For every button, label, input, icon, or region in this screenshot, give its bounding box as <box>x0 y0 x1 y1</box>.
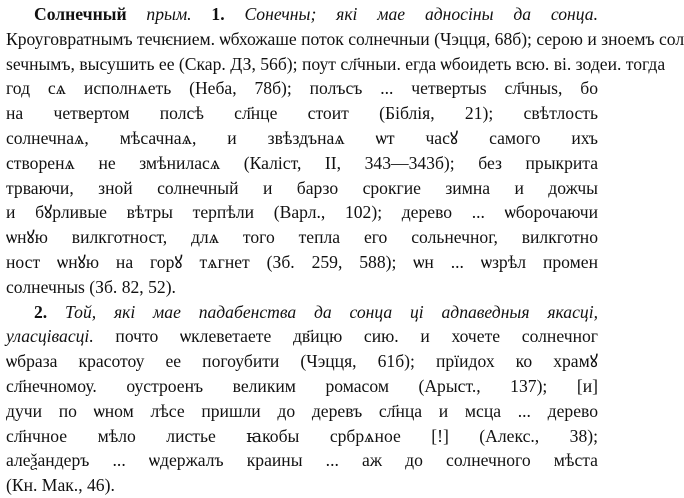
entry-text: ѡнꙋю вилкготност, длѧ того тепла его сольнечног, вилкготно <box>6 227 598 248</box>
entry-text: ѡбхожаше поток солнечныи (Чэцця, 68б); серою и зноемъ сол <box>215 28 684 49</box>
entry-line <box>6 349 598 374</box>
entry-text: год сѧ исполнѧеть (Неба, 78б); полъсъ ... четверты <box>6 78 480 99</box>
entry-line <box>6 424 598 449</box>
entry-text: солнечны <box>6 276 79 297</box>
entry-line <box>6 250 598 275</box>
entry-text: (Зб. 82, 52). <box>84 276 176 297</box>
entry-text: Кроуговратнымъ течѥнием <box>6 28 211 49</box>
entry-text: сл҃нечномоу. оустроенъ великим ромасом (Арыст., 137); [и] <box>6 375 598 396</box>
entry-line <box>6 300 598 325</box>
entry-text: ѕечнымъ, высушить ее (Скар. ДЗ, 56б); поут сл҃чныи. егда ѡбоидеть всю. ві. зодеи. тогда <box>6 53 666 74</box>
entry-line <box>6 27 684 52</box>
entry-line <box>6 126 598 151</box>
definition-text: уласцівасці. <box>6 326 94 347</box>
entry-text: , бо <box>558 78 599 99</box>
entry-line <box>6 473 598 498</box>
entry-text: (Кн. Мак., 46). <box>6 475 115 496</box>
entry-text: ѕ <box>551 78 558 99</box>
sense-number: 1. <box>211 4 225 24</box>
definition-text: Сонечны; які мае адносіны да сонца. <box>224 4 598 24</box>
sense-number: 2. <box>34 301 48 322</box>
headword: Солнечный <box>34 4 127 24</box>
definition-text: прым. <box>126 4 212 24</box>
entry-line <box>6 275 598 300</box>
entry-text: ност ѡнꙋю на горꙋ тѧгнет (Зб. 259, 588); ѡн ... ѡзрѣл промен <box>6 251 598 272</box>
entry-line <box>6 2 598 27</box>
entry-line <box>6 52 666 77</box>
entry-text: ѕ <box>78 276 85 297</box>
definition-text: Той, які мае падабенства да сонца ці адпаведныя якасці, <box>47 301 598 322</box>
entry-text: солнечнаѧ, мѣсачнаѧ, и звѣздънаѧ ѡт часꙋ самого ихъ <box>6 127 598 148</box>
entry-text: сл҃чны <box>486 78 552 99</box>
entry-line <box>6 448 598 473</box>
entry-line <box>6 200 598 225</box>
entry-line <box>6 225 598 250</box>
entry-line <box>6 324 598 349</box>
entry-text: створенѧ не змѣниласѧ (Каліст, II, 343—343б); без прыкрита <box>6 152 598 173</box>
entry-text: почто ѡклеветаете дв҃ицю сию. и хочете солнечног <box>93 326 598 347</box>
entry-text: ѡбраза красотоу ее погоубити (Чэцця, 61б); прїидох ко храмꙋ <box>6 351 598 372</box>
entry-text: ѕ <box>479 78 487 99</box>
entry-text: алеѯандеръ ... ѡдержалъ краины ... аж до солнечного мѣста <box>6 450 598 471</box>
entry-line <box>6 101 598 126</box>
entry-text: . <box>210 28 216 49</box>
entry-line <box>6 399 598 424</box>
entry-line <box>6 76 598 101</box>
entry-line <box>6 176 598 201</box>
entry-line <box>6 151 598 176</box>
entry-text: на четвертом полсѣ сл҃нце стоит (Біблія, 21); свѣтлость <box>6 103 598 124</box>
entry-text: трваючи, зной солнечный и барзо срокгие зимна и дожчы <box>6 177 598 198</box>
entry-text: дучи по ѡном лѣсе пришли до деревъ сл҃нца и мсца ... дерево <box>6 400 598 421</box>
entry-text: сл҃нчное мѣло листье ꙗкобы србрѧное [!] (Алекс., 38); <box>6 425 598 446</box>
entry-text: и бꙋрливые вѣтры терпѣли (Варл., 102); дерево ... ѡборочаючи <box>6 202 598 223</box>
entry-line <box>6 374 598 399</box>
